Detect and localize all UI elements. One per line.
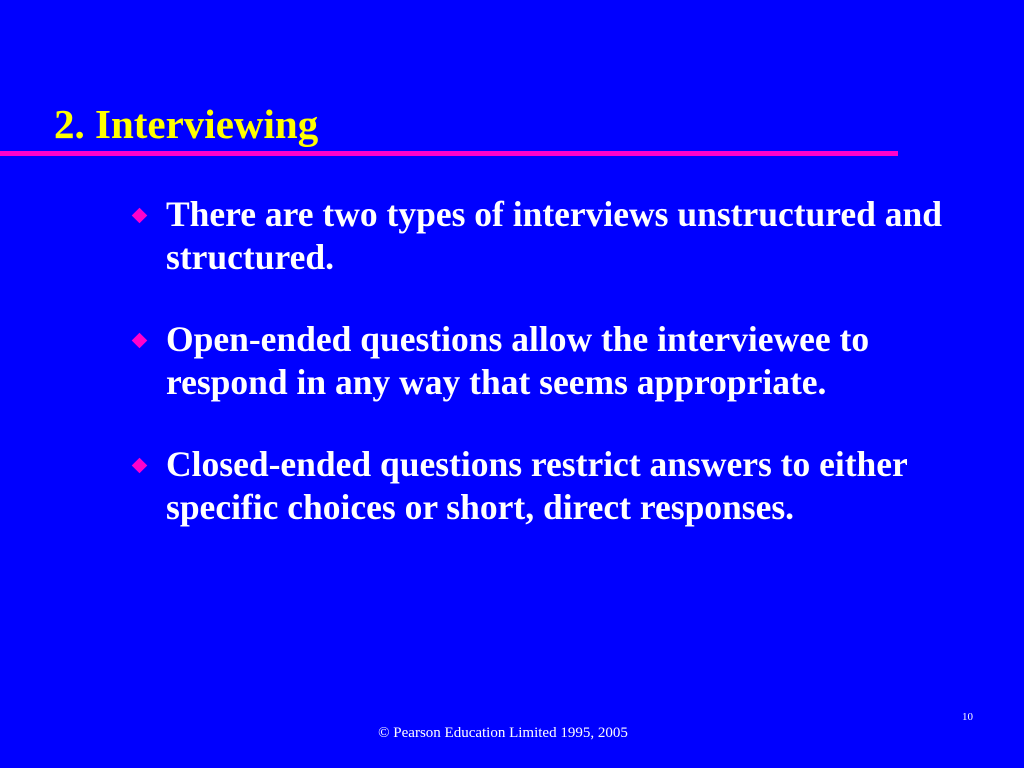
diamond-bullet-icon	[132, 208, 148, 224]
title-divider	[0, 151, 898, 156]
diamond-bullet-icon	[132, 333, 148, 349]
diamond-bullet-icon	[132, 458, 148, 474]
slide-number: 10	[962, 711, 973, 723]
bullet-item-open-ended-questions	[124, 318, 994, 404]
bullet-list	[124, 193, 994, 568]
bullet-text: Closed-ended questions restrict answers to either specific choices or short, direct responses.	[166, 444, 908, 527]
slide-title: 2. Interviewing	[54, 101, 319, 147]
bullet-item-interview-types	[124, 193, 994, 279]
bullet-text: There are two types of interviews unstructured and structured.	[166, 194, 943, 277]
bullet-text: Open-ended questions allow the interviewee to respond in any way that seems appropriate.	[166, 319, 870, 402]
bullet-item-closed-ended-questions	[124, 443, 994, 529]
copyright-footer: © Pearson Education Limited 1995, 2005	[378, 725, 628, 741]
